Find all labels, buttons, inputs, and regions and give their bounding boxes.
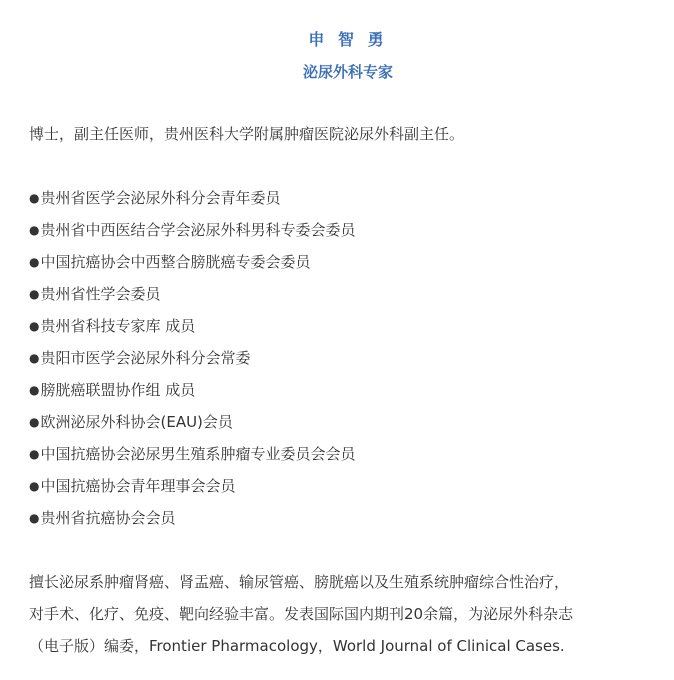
list-item: [29, 507, 356, 539]
list-item: [29, 187, 356, 219]
bullet-icon: ●: [29, 351, 40, 365]
list-item-text: 贵州省性学会委员: [40, 285, 161, 303]
bullet-icon: ●: [29, 511, 40, 525]
list-item-text: 中国抗癌协会青年理事会会员: [40, 477, 236, 495]
list-item: [29, 411, 356, 443]
list-item-text: 中国抗癌协会中西整合膀胱癌专委会委员: [40, 253, 311, 271]
intro-paragraph: 博士，副主任医师，贵州医科大学附属肿瘤医院泌尿外科副主任。: [29, 125, 465, 143]
list-item: [29, 251, 356, 283]
list-item-text: 欧洲泌尿外科协会(EAU)会员: [40, 413, 233, 431]
list-item-text: 贵阳市医学会泌尿外科分会常委: [40, 349, 251, 367]
list-item: [29, 283, 356, 315]
list-item-text: 贵州省中西医结合学会泌尿外科男科专委会委员: [40, 221, 356, 239]
doctor-title: 泌尿外科专家: [302, 63, 393, 81]
bullet-icon: ●: [29, 255, 40, 269]
membership-list: [29, 187, 356, 539]
bullet-icon: ●: [29, 383, 40, 397]
description-line: （电子版）编委，Frontier Pharmacology，World Journal of Clinical Cases.: [29, 637, 565, 655]
bullet-icon: ●: [29, 287, 40, 301]
doctor-name: 申 智 勇: [308, 30, 388, 49]
bullet-icon: ●: [29, 319, 40, 333]
list-item: [29, 347, 356, 379]
description-line: 对手术、化疗、免疫、靶向经验丰富。发表国际国内期刊20余篇，为泌尿外科杂志: [29, 605, 574, 623]
bullet-icon: ●: [29, 479, 40, 493]
bullet-icon: ●: [29, 191, 40, 205]
list-item-text: 中国抗癌协会泌尿男生殖系肿瘤专业委员会会员: [40, 445, 356, 463]
list-item-text: 贵州省医学会泌尿外科分会青年委员: [40, 189, 281, 207]
description-line: 擅长泌尿系肿瘤肾癌、肾盂癌、输尿管癌、膀胱癌以及生殖系统肿瘤综合性治疗，: [29, 573, 570, 591]
list-item-text: 贵州省科技专家库 成员: [40, 317, 196, 335]
list-item-text: 膀胱癌联盟协作组 成员: [40, 381, 196, 399]
list-item-text: 贵州省抗癌协会会员: [40, 509, 176, 527]
bullet-icon: ●: [29, 447, 40, 461]
bullet-icon: ●: [29, 415, 40, 429]
list-item: [29, 379, 356, 411]
list-item: [29, 475, 356, 507]
bullet-icon: ●: [29, 223, 40, 237]
list-item: [29, 315, 356, 347]
specialty-description: [29, 571, 649, 667]
list-item: [29, 443, 356, 475]
list-item: [29, 219, 356, 251]
